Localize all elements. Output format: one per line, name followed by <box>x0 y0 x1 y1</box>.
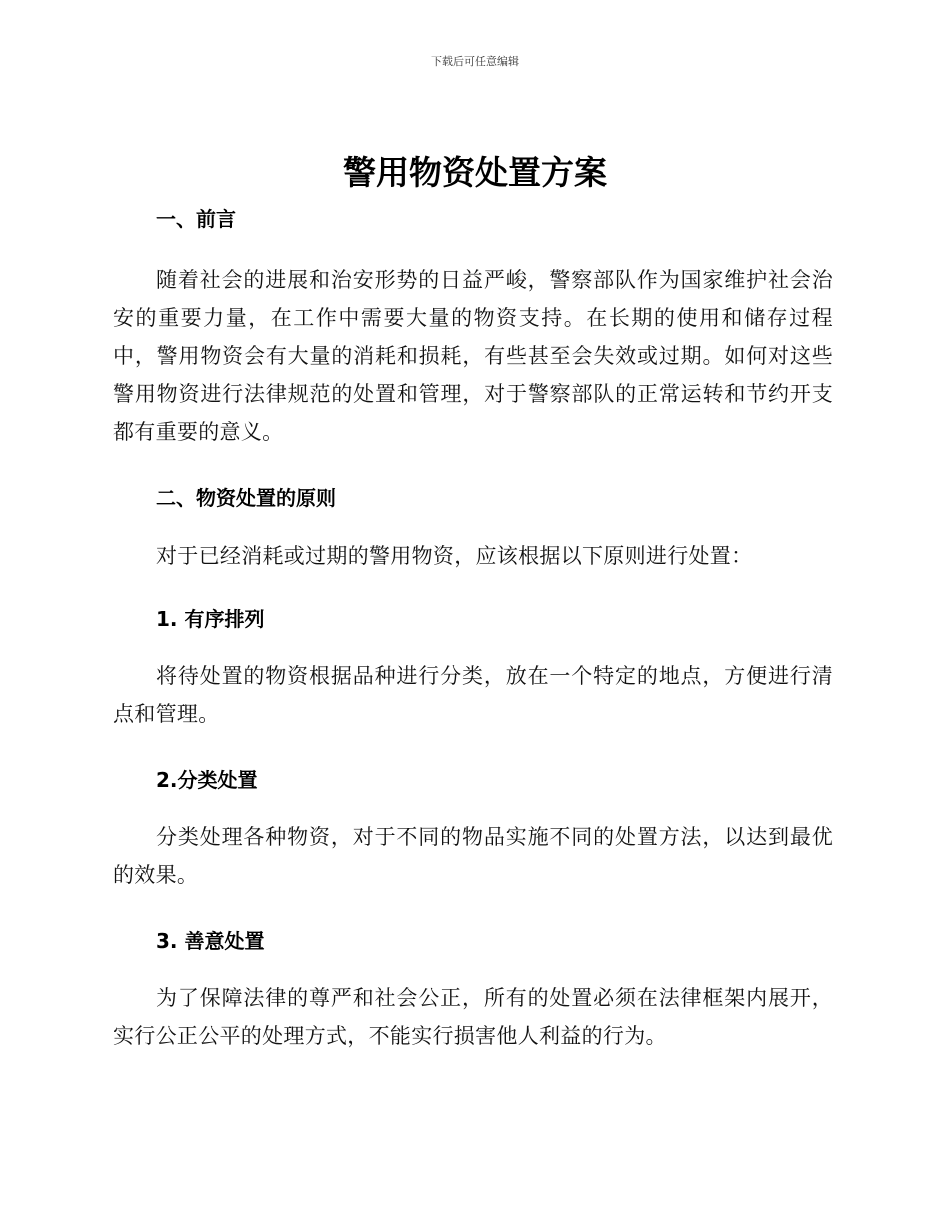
document-title: 警用物资处置方案 <box>343 153 607 192</box>
preface-paragraph: 随着社会的进展和治安形势的日益严峻，警察部队作为国家维护社会治安的重要力量，在工作中需要大量的物资支持。在长期的使用和储存过程中，警用物资会有大量的消耗和损耗，有些甚至会失效或过期。如何对这些警用物资进行法律规范的处置和管理，对于警察部队的正常运转和节约开支都有重要的意义。 <box>113 268 833 444</box>
principle-heading-ordered-arrangement: 1. 有序排列 <box>156 607 265 631</box>
section-heading-principles: 二、物资处置的原则 <box>156 486 336 510</box>
section-heading-preface: 一、前言 <box>156 207 236 231</box>
principle-heading-good-faith-disposal: 3. 善意处置 <box>156 929 265 953</box>
principle-paragraph-good-faith-disposal: 为了保障法律的尊严和社会公正，所有的处置必须在法律框架内展开，实行公正公平的处理方式，不能实行损害他人利益的行为。 <box>113 986 833 1048</box>
document-body <box>113 202 833 1055</box>
principle-heading-classified-disposal: 2.分类处置 <box>156 768 258 792</box>
principles-intro-paragraph: 对于已经消耗或过期的警用物资，应该根据以下原则进行处置： <box>156 544 753 568</box>
page-header-note: 下载后可任意编辑 <box>431 55 519 68</box>
principle-paragraph-ordered-arrangement: 将待处置的物资根据品种进行分类，放在一个特定的地点，方便进行清点和管理。 <box>113 664 833 726</box>
principle-paragraph-classified-disposal: 分类处理各种物资，对于不同的物品实施不同的处置方法，以达到最优的效果。 <box>113 825 833 887</box>
